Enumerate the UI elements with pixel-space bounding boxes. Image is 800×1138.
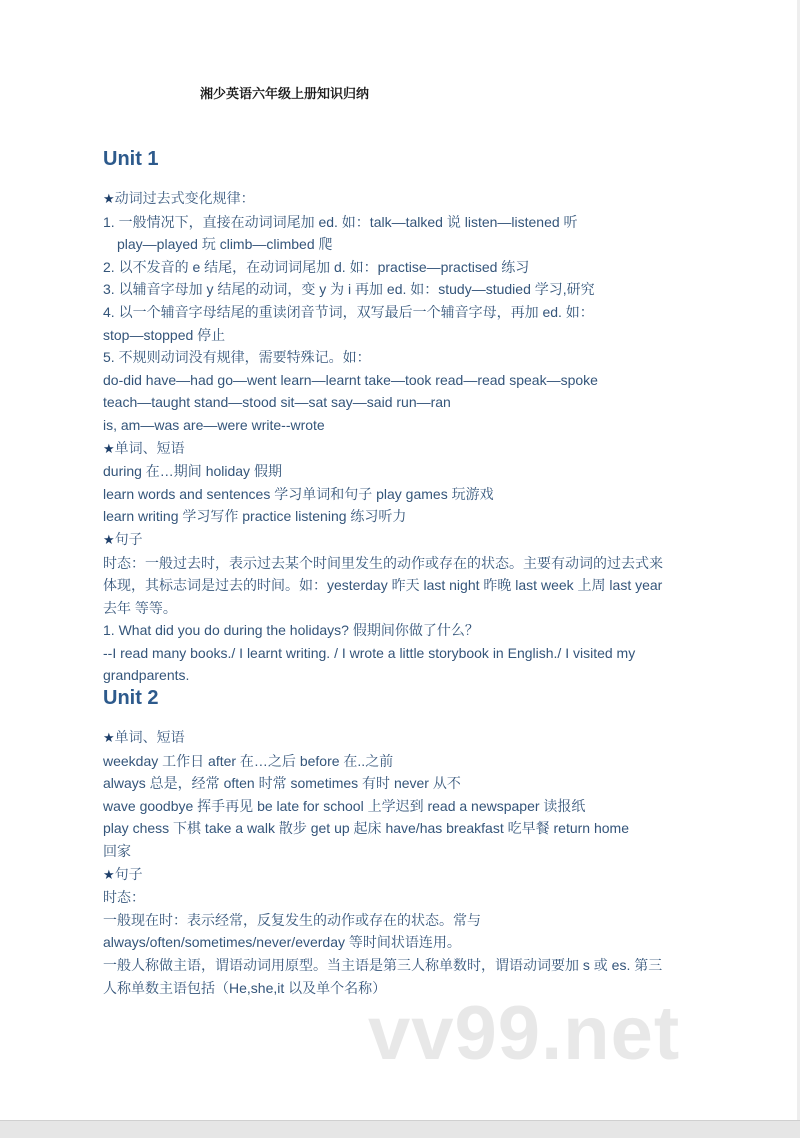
text-line xyxy=(103,795,703,818)
section-heading xyxy=(103,187,703,211)
line-text: during 在…期间 holiday 假期 xyxy=(103,463,282,480)
line-text: 5. 不规则动词没有规律，需要特殊记。如： xyxy=(103,349,371,366)
line-text: weekday 工作日 after 在…之后 before 在..之前 xyxy=(103,752,394,769)
line-text: learn words and sentences 学习单词和句子 play games 玩游戏 xyxy=(103,485,494,502)
unit-2-heading: Unit 2 xyxy=(103,687,159,709)
text-line xyxy=(103,324,703,347)
text-line xyxy=(103,750,703,773)
text-line xyxy=(103,597,703,620)
text-line xyxy=(103,278,703,301)
line-text: is, am—was are—were write--wrote xyxy=(103,416,325,433)
line-text: 单词、短语 xyxy=(114,729,185,745)
star-icon: ★ xyxy=(103,730,115,745)
line-text: --I read many books./ I learnt writing. / I wrote a little storybook in English./ I visited my xyxy=(103,644,636,661)
line-text: 1. What did you do during the holidays? 假期间你做了什么？ xyxy=(103,622,479,639)
section-heading xyxy=(103,863,703,887)
line-text: wave goodbye 挥手再见 be late for school 上学迟到 read a newspaper 读报纸 xyxy=(103,797,586,814)
line-text: 句子 xyxy=(114,530,143,547)
section-heading xyxy=(103,528,703,552)
line-text: 一般人称做主语，谓语动词用原型。当主语是第三人称单数时，谓语动词要加 s 或 es. 第三 xyxy=(103,956,663,973)
unit-2-content xyxy=(103,726,703,999)
line-text: 时态： xyxy=(103,889,145,906)
text-line xyxy=(103,505,703,528)
line-text: 时态：一般过去时，表示过去某个时间里发生的动作或存在的状态。主要有动词的过去式来 xyxy=(103,554,663,571)
text-line xyxy=(103,301,703,324)
line-text: 回家 xyxy=(103,842,131,859)
page-bottom-edge xyxy=(0,1120,800,1138)
line-text: do-did have—had go—went learn—learnt take—took read—read speak—spoke xyxy=(103,371,598,388)
text-line xyxy=(103,664,703,687)
line-text: 体现，其标志词是过去的时间。如：yesterday 昨天 last night 昨晚 last week 上周 last year xyxy=(103,577,663,594)
text-line xyxy=(103,817,703,840)
text-line xyxy=(103,574,703,597)
line-text: 2. 以不发音的 e 结尾，在动词词尾加 d. 如：practise—practised 练习 xyxy=(103,258,530,275)
text-line xyxy=(103,772,703,795)
line-text: learn writing 学习写作 practice listening 练习听力 xyxy=(103,508,407,525)
star-icon: ★ xyxy=(103,531,115,547)
line-text: play—played 玩 climb—climbed 爬 xyxy=(117,236,333,253)
text-line xyxy=(103,414,703,437)
text-line xyxy=(103,840,703,863)
text-line xyxy=(103,552,703,575)
text-line xyxy=(103,211,703,234)
line-text: always/often/sometimes/never/everday 等时间状语连用。 xyxy=(103,934,461,951)
line-text: 句子 xyxy=(114,865,143,882)
text-line xyxy=(103,954,703,977)
line-text: grandparents. xyxy=(103,667,190,684)
text-line xyxy=(103,256,703,279)
star-icon: ★ xyxy=(103,440,115,456)
line-text: 动词过去式变化规律： xyxy=(114,190,255,206)
line-text: 一般现在时：表示经常，反复发生的动作或存在的状态。常与 xyxy=(103,911,481,928)
line-text: 4. 以一个辅音字母结尾的重读闭音节词，双写最后一个辅音字母，再加 ed. 如： xyxy=(103,303,594,320)
watermark: vv99.net xyxy=(368,991,681,1076)
line-text: teach—taught stand—stood sit—sat say—said run—ran xyxy=(103,394,451,411)
line-text: 1. 一般情况下，直接在动词词尾加 ed. 如：talk—talked 说 listen—listened 听 xyxy=(103,213,578,230)
unit-1-heading: Unit 1 xyxy=(103,148,159,170)
text-line xyxy=(103,909,703,932)
line-text: 人称单数主语包括（He,she,it 以及单个名称） xyxy=(103,979,387,996)
document-title: 湘少英语六年级上册知识归纳 xyxy=(200,86,370,101)
line-text: 去年 等等。 xyxy=(103,599,177,616)
star-icon: ★ xyxy=(103,191,115,206)
line-text: play chess 下棋 take a walk 散步 get up 起床 have/has breakfast 吃早餐 return home xyxy=(103,820,629,837)
text-line xyxy=(103,886,703,909)
text-line xyxy=(103,931,703,954)
text-line xyxy=(103,233,703,256)
line-text: stop—stopped 停止 xyxy=(103,326,226,343)
line-text: 3. 以辅音字母加 y 结尾的动词，变 y 为 i 再加 ed. 如：study—studied 学习,研究 xyxy=(103,281,595,298)
line-text: 单词、短语 xyxy=(114,439,185,456)
star-icon: ★ xyxy=(103,866,115,882)
section-heading xyxy=(103,437,703,461)
text-line xyxy=(103,483,703,506)
text-line xyxy=(103,391,703,414)
line-text: always 总是，经常 often 时常 sometimes 有时 never 从不 xyxy=(103,775,461,792)
text-line xyxy=(103,642,703,665)
text-line xyxy=(103,619,703,642)
text-line xyxy=(103,460,703,483)
unit-1-content xyxy=(103,187,703,687)
section-heading xyxy=(103,726,703,750)
text-line xyxy=(103,346,703,369)
text-line xyxy=(103,369,703,392)
